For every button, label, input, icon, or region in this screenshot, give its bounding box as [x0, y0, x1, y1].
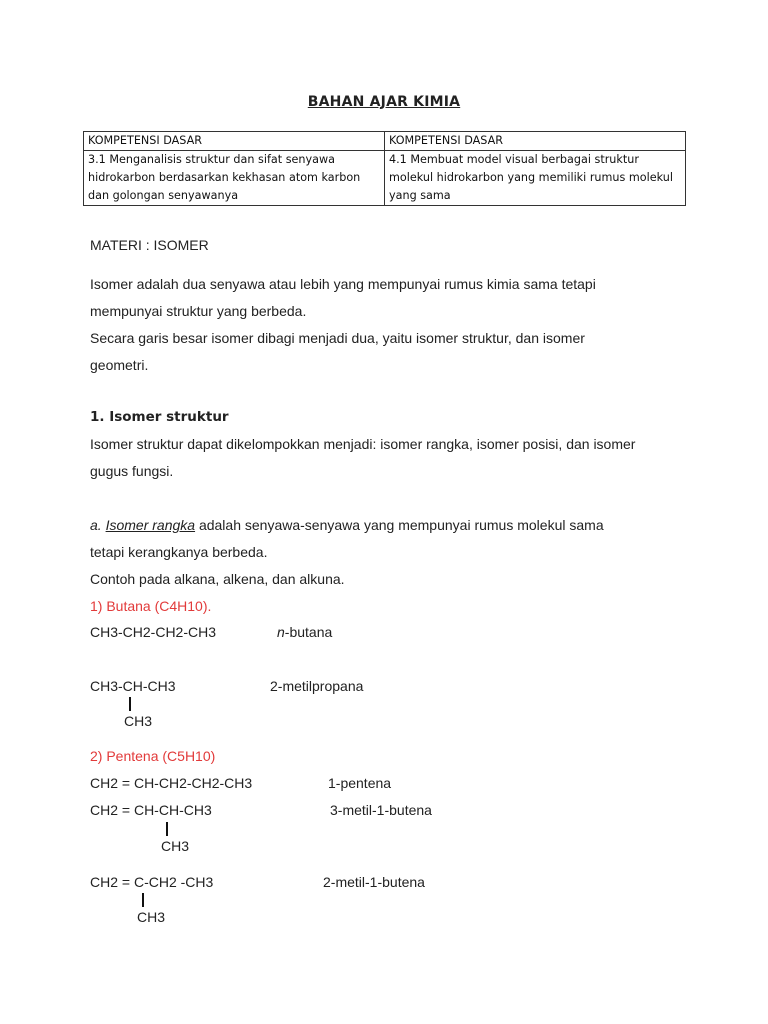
- name-1-pentena: 1-pentena: [328, 775, 392, 791]
- branch-ch3: CH3: [124, 713, 153, 729]
- kd-text-line: 3.1 Menganalisis struktur dan sifat senyawa: [88, 153, 335, 166]
- kompetensi-header-row: [84, 132, 686, 151]
- butana-heading: 1) Butana (C4H10).: [90, 598, 212, 614]
- formula-2-metil-1-butena: CH2 = C-CH2 -CH3: [90, 874, 214, 890]
- formula-2-metilpropana: CH3-CH-CH3: [90, 678, 176, 694]
- section-text-line: gugus fungsi.: [90, 463, 174, 479]
- branch-ch3: CH3: [161, 838, 190, 854]
- intro-line: Isomer adalah dua senyawa atau lebih yang mempunyai rumus kimia sama tetapi: [90, 276, 596, 292]
- branch-bond: [129, 697, 131, 711]
- intro-line: geometri.: [90, 357, 149, 373]
- branch-bond: [142, 893, 144, 907]
- name-3-metil-1-butena: 3-metil-1-butena: [330, 802, 432, 818]
- name-suffix: -butana: [284, 624, 333, 640]
- name-n-butana: [277, 624, 332, 640]
- branch-ch3: CH3: [137, 909, 166, 925]
- kompetensi-cell-2: [385, 151, 686, 206]
- kompetensi-content-row: [84, 151, 686, 206]
- kd-text-line: yang sama: [389, 189, 451, 202]
- kd-text-line: hidrokarbon berdasarkan kekhasan atom karbon: [88, 171, 361, 184]
- kompetensi-header-2: KOMPETENSI DASAR: [385, 132, 686, 151]
- formula-n-butana: CH3-CH2-CH2-CH3: [90, 624, 217, 640]
- pentena-heading: 2) Pentena (C5H10): [90, 748, 216, 764]
- intro-line: Secara garis besar isomer dibagi menjadi dua, yaitu isomer struktur, dan isomer: [90, 330, 585, 346]
- isomer-rangka-term: Isomer rangka: [105, 517, 196, 533]
- formula-1-pentena: CH2 = CH-CH2-CH2-CH3: [90, 775, 253, 791]
- kompetensi-cell-1: [84, 151, 385, 206]
- name-2-metil-1-butena: 2-metil-1-butena: [323, 874, 425, 890]
- section-heading-isomer-struktur: 1. Isomer struktur: [90, 409, 229, 425]
- materi-label: MATERI : ISOMER: [90, 237, 209, 253]
- definition-text: adalah senyawa-senyawa yang mempunyai rumus molekul sama: [195, 517, 604, 533]
- kompetensi-table: [83, 131, 686, 206]
- name-2-metilpropana: 2-metilpropana: [270, 678, 364, 694]
- section-text-line: Isomer struktur dapat dikelompokkan menjadi: isomer rangka, isomer posisi, dan isomer: [90, 436, 636, 452]
- kd-text-line: molekul hidrokarbon yang memiliki rumus molekul: [389, 171, 673, 184]
- intro-line: mempunyai struktur yang berbeda.: [90, 303, 307, 319]
- page-title: BAHAN AJAR KIMIA: [307, 94, 461, 110]
- definition-text-line: tetapi kerangkanya berbeda.: [90, 544, 268, 560]
- list-marker: a.: [90, 517, 106, 533]
- kd-text-line: 4.1 Membuat model visual berbagai struktur: [389, 153, 639, 166]
- kd-text-line: dan golongan senyawanya: [88, 189, 239, 202]
- isomer-rangka-definition: [90, 512, 604, 539]
- italic-prefix: n: [277, 624, 285, 640]
- branch-bond: [166, 822, 168, 836]
- formula-3-metil-1-butena: CH2 = CH-CH-CH3: [90, 802, 212, 818]
- kompetensi-header-1: KOMPETENSI DASAR: [84, 132, 385, 151]
- example-intro: Contoh pada alkana, alkena, dan alkuna.: [90, 571, 345, 587]
